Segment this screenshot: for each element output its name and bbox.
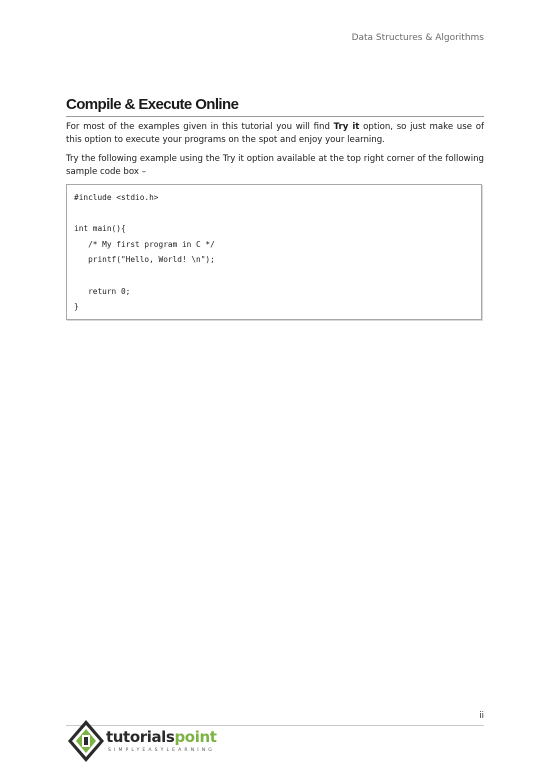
logo-wordmark (106, 728, 217, 746)
logo-word-tutorials: tutorials (106, 728, 175, 746)
code-line: } (74, 302, 79, 311)
intro-paragraph (66, 121, 484, 146)
tutorialspoint-logo (66, 718, 226, 764)
instruction-paragraph: Try the following example using the Try it option available at the top right corner of the following sample code box – (66, 154, 484, 177)
intro-text-before: For most of the examples given in this tutorial you will find (66, 122, 334, 132)
code-box (66, 184, 482, 320)
intro-text-after: option, so just make use of this option to execute your programs on the spot and enjoy your learning. (66, 122, 485, 145)
logo-word-point: point (174, 728, 217, 746)
code-line: #include <stdio.h> (74, 193, 159, 202)
section-title: Compile & Execute Online (66, 96, 484, 117)
code-line: printf("Hello, World! \n"); (74, 255, 215, 264)
code-line: return 0; (74, 287, 131, 296)
code-line: int main(){ (74, 224, 126, 233)
logo-mark-icon (66, 718, 106, 764)
running-header: Data Structures & Algorithms (351, 33, 484, 43)
page-number: ii (479, 711, 484, 721)
try-it-bold: Try it (333, 122, 360, 132)
code-line: /* My first program in C */ (74, 240, 215, 249)
logo-tagline: SIMPLYEASYLEARNING (108, 748, 215, 753)
